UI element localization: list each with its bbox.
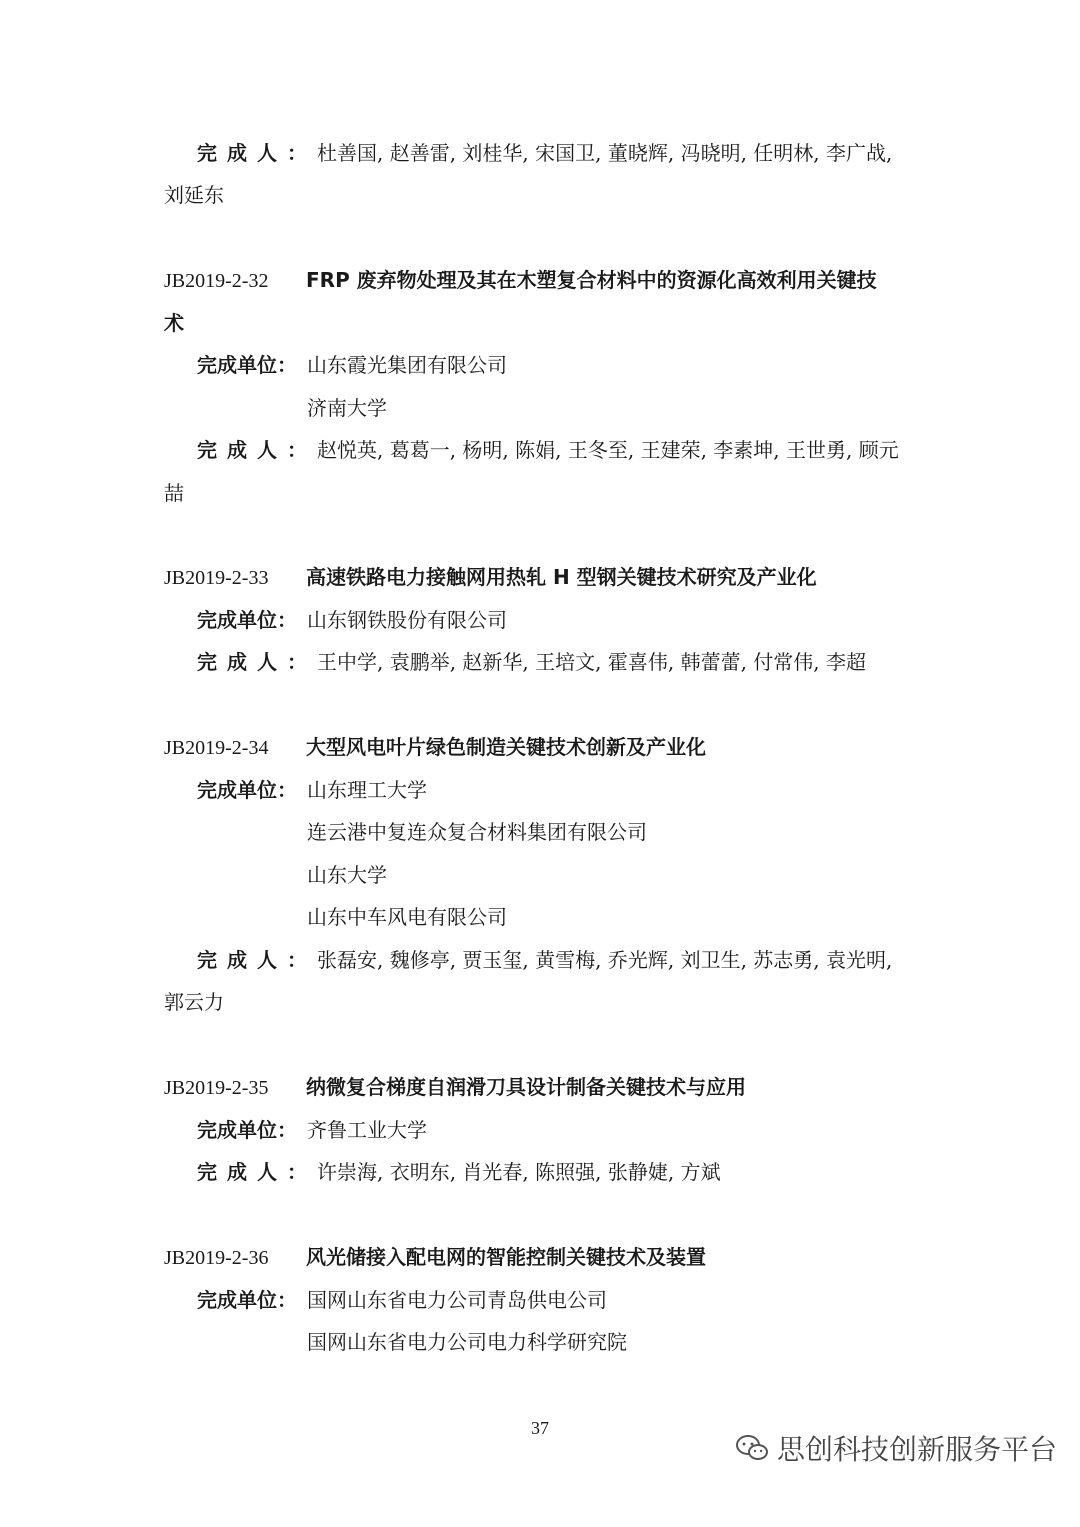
watermark [735, 1428, 1057, 1468]
person-label: 完成人： [197, 650, 317, 674]
unit-row [197, 1116, 427, 1144]
person-label: 完成人： [197, 948, 317, 972]
unit-name: 济南大学 [307, 396, 387, 420]
entry-title: FRP 废弃物处理及其在木塑复合材料中的资源化高效利用关键技 [306, 268, 877, 292]
watermark-text: 思创科技创新服务平台 [777, 1433, 1058, 1466]
entry-heading [164, 733, 706, 762]
entry-heading [164, 1243, 706, 1272]
unit-label: 完成单位： [197, 778, 297, 802]
entry-heading [164, 266, 877, 295]
wechat-icon [735, 1434, 769, 1462]
entry-title-continued: 术 [164, 311, 184, 335]
person-row [197, 1158, 721, 1186]
unit-label: 完成单位： [197, 353, 297, 377]
person-list-continued: 刘延东 [164, 183, 224, 207]
entry-title: 纳微复合梯度自润滑刀具设计制备关键技术与应用 [306, 1075, 746, 1099]
entry-title: 风光储接入配电网的智能控制关键技术及装置 [306, 1245, 706, 1269]
entry-title: 高速铁路电力接触网用热轧 H 型钢关键技术研究及产业化 [306, 565, 817, 589]
entry-code: JB2019-2-34 [164, 737, 269, 759]
person-list: 许崇海, 衣明东, 肖光春, 陈照强, 张静婕, 方斌 [317, 1160, 721, 1184]
entry-title: 大型风电叶片绿色制造关键技术创新及产业化 [306, 735, 706, 759]
person-row [197, 648, 866, 676]
person-row [197, 946, 892, 974]
person-row [197, 436, 899, 464]
unit-row [197, 606, 507, 634]
person-row [197, 139, 892, 167]
unit-row [197, 1286, 607, 1314]
unit-label: 完成单位： [197, 1288, 297, 1312]
person-label: 完成人： [197, 141, 317, 165]
unit-name: 山东大学 [307, 863, 387, 887]
entry-code: JB2019-2-36 [164, 1247, 269, 1269]
unit-name: 山东钢铁股份有限公司 [307, 608, 507, 632]
person-list: 王中学, 袁鹏举, 赵新华, 王培文, 霍喜伟, 韩蕾蕾, 付常伟, 李超 [317, 650, 867, 674]
person-list: 杜善国, 赵善雷, 刘桂华, 宋国卫, 董晓辉, 冯晓明, 任明林, 李广战, [317, 141, 893, 165]
person-list: 赵悦英, 葛葛一, 杨明, 陈娟, 王冬至, 王建荣, 李素坤, 王世勇, 顾元 [317, 438, 899, 462]
unit-label: 完成单位： [197, 1118, 297, 1142]
unit-name: 齐鲁工业大学 [307, 1118, 427, 1142]
entry-code: JB2019-2-35 [164, 1077, 269, 1099]
unit-label: 完成单位： [197, 608, 297, 632]
unit-row [197, 776, 427, 804]
unit-name: 山东霞光集团有限公司 [307, 353, 507, 377]
entry-code: JB2019-2-33 [164, 567, 269, 589]
unit-name: 国网山东省电力公司电力科学研究院 [307, 1330, 627, 1354]
unit-name: 连云港中复连众复合材料集团有限公司 [307, 820, 647, 844]
unit-name: 山东理工大学 [307, 778, 427, 802]
person-list: 张磊安, 魏修亭, 贾玉玺, 黄雪梅, 乔光辉, 刘卫生, 苏志勇, 袁光明, [317, 948, 893, 972]
unit-row [197, 351, 507, 379]
entry-heading [164, 563, 817, 592]
person-list-continued: 喆 [164, 481, 184, 505]
unit-name: 山东中车风电有限公司 [307, 905, 507, 929]
entry-code: JB2019-2-32 [164, 270, 269, 292]
person-list-continued: 郭云力 [164, 990, 224, 1014]
page-number: 37 [531, 1418, 549, 1438]
person-label: 完成人： [197, 1160, 317, 1184]
person-label: 完成人： [197, 438, 317, 462]
unit-name: 国网山东省电力公司青岛供电公司 [307, 1288, 607, 1312]
entry-heading [164, 1073, 746, 1102]
